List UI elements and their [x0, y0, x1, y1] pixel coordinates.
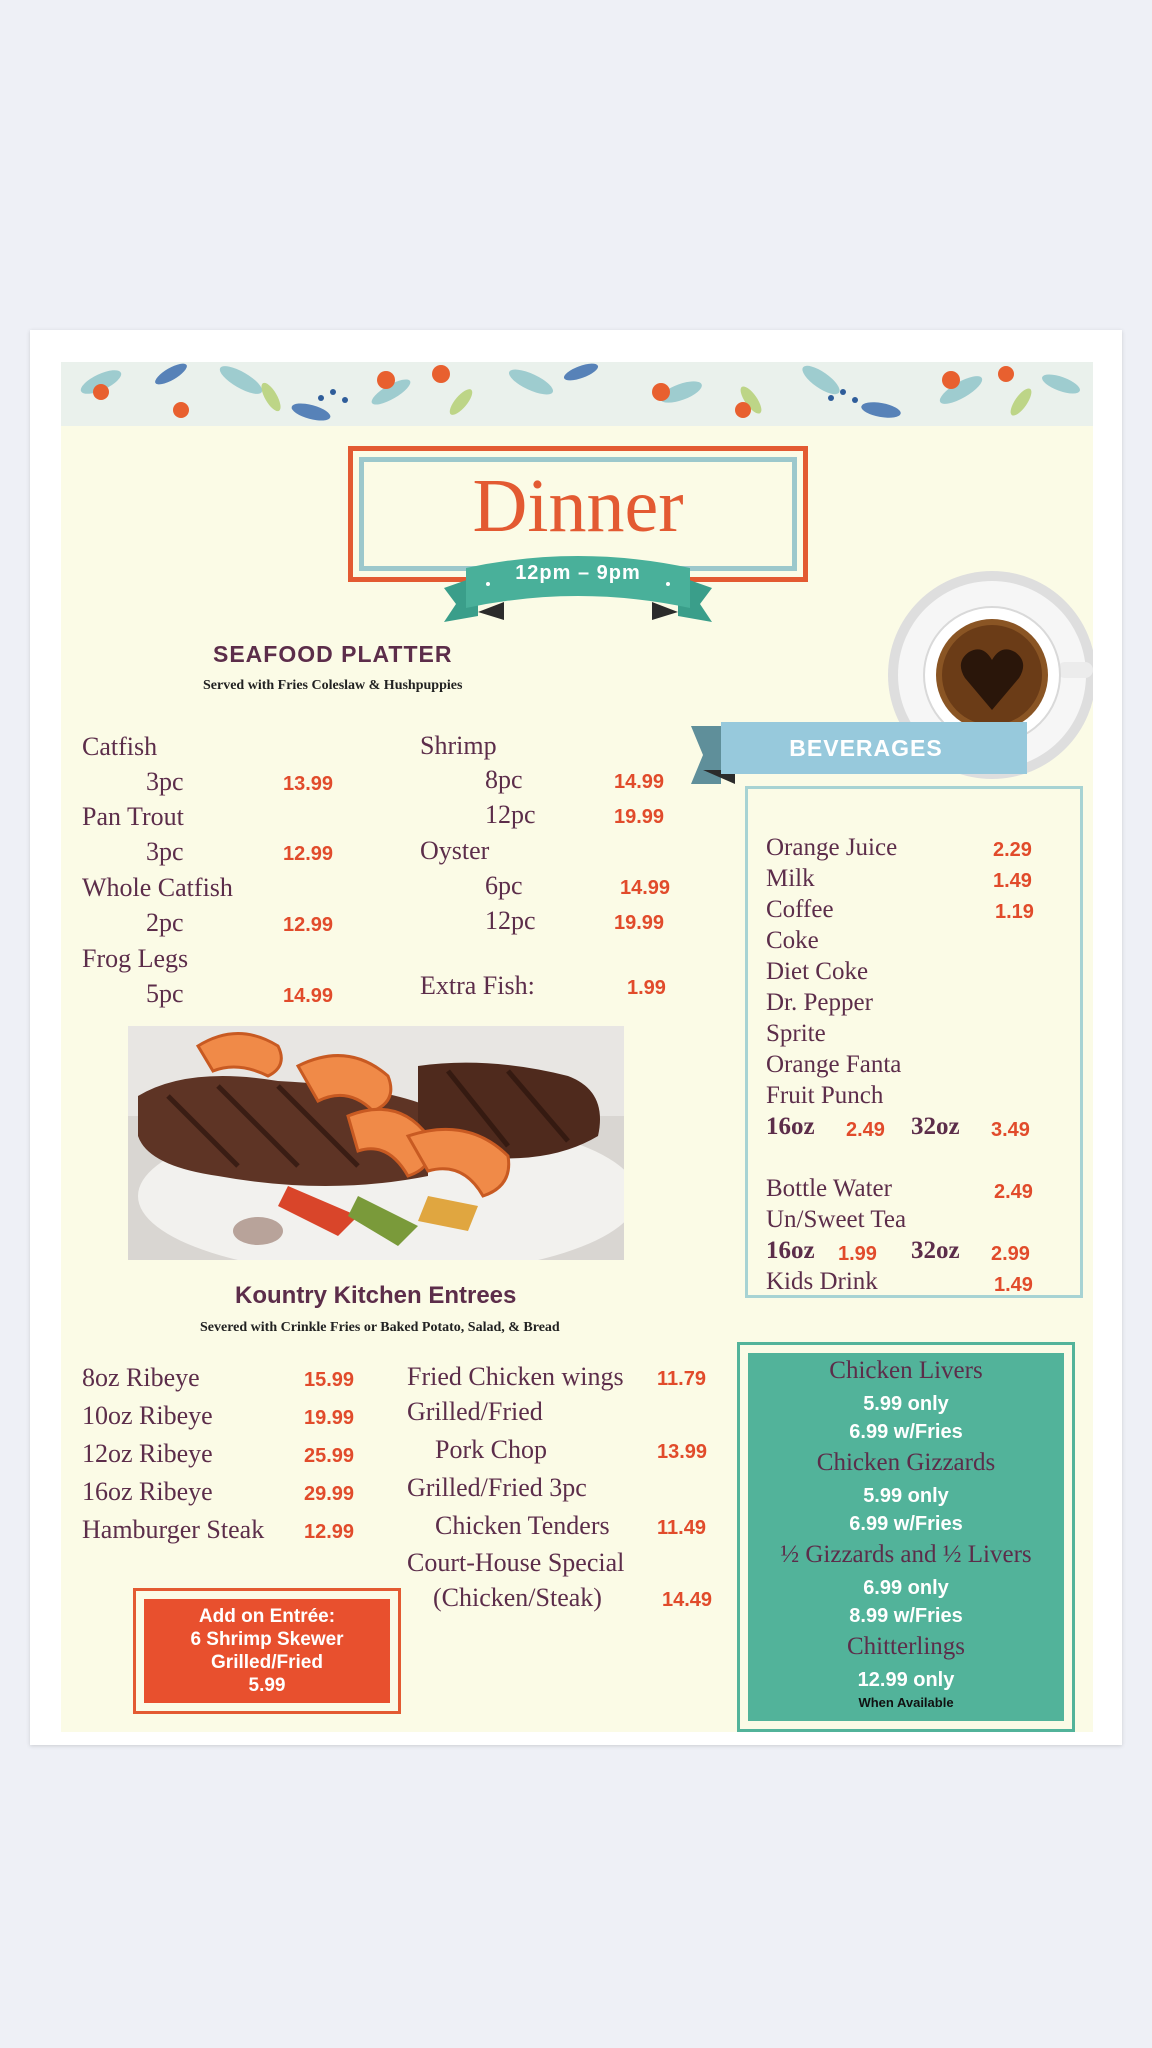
tea-32oz-price: 2.99	[991, 1243, 1030, 1265]
bottle-water-price: 2.49	[994, 1181, 1033, 1203]
frog-legs-portion: 5pc	[146, 979, 184, 1008]
soda-16oz-price: 2.49	[846, 1119, 885, 1141]
extra-fish-price: 1.99	[627, 977, 666, 999]
milk: Milk	[766, 865, 815, 892]
beverages-heading: BEVERAGES	[789, 735, 943, 761]
pan-trout-name: Pan Trout	[82, 802, 184, 831]
chitterlings-note: When Available	[858, 1695, 954, 1710]
steak-and-shrimp-photo	[128, 1026, 624, 1260]
shrimp-12pc: 12pc	[485, 800, 536, 829]
half-price-only: 6.99 only	[863, 1577, 949, 1599]
addon-line1: Add on Entrée:	[198, 1606, 336, 1627]
shrimp-12pc-price: 19.99	[614, 806, 665, 828]
addon-line2: 6 Shrimp Skewer	[190, 1629, 344, 1650]
chicken-gizzards: Chicken Gizzards	[816, 1449, 996, 1476]
ribeye-16oz-price: 29.99	[304, 1483, 355, 1505]
whole-catfish-portion: 2pc	[146, 908, 184, 937]
court-house-line2: (Chicken/Steak)	[433, 1583, 602, 1612]
kids-drink: Kids Drink	[766, 1268, 878, 1295]
court-house-line1: Court-House Special	[407, 1548, 625, 1577]
tenders-price: 11.49	[657, 1517, 706, 1539]
frog-legs-price: 14.99	[283, 985, 334, 1007]
tenders-line2: Chicken Tenders	[435, 1511, 610, 1540]
kids-drink-price: 1.49	[994, 1274, 1033, 1296]
sweet-tea: Un/Sweet Tea	[766, 1206, 907, 1233]
pan-trout-price: 12.99	[283, 843, 334, 865]
soda-coke: Coke	[766, 927, 819, 954]
orange-juice: Orange Juice	[766, 834, 898, 861]
shrimp-8pc: 8pc	[485, 765, 523, 794]
half-price-fries: 8.99 w/Fries	[849, 1605, 963, 1627]
hours-label: 12pm – 9pm	[515, 562, 641, 584]
oyster-6pc-price: 14.99	[620, 877, 671, 899]
soda-size-32oz: 32oz	[911, 1113, 960, 1140]
ribeye-8oz-price: 15.99	[304, 1369, 355, 1391]
kountry-subheading: Severed with Crinkle Fries or Baked Potato, Salad, & Bread	[200, 1320, 560, 1335]
chitterlings: Chitterlings	[846, 1633, 966, 1660]
tea-16oz-price: 1.99	[838, 1243, 877, 1265]
catfish-price: 13.99	[283, 773, 334, 795]
soda-diet-coke: Diet Coke	[766, 958, 869, 985]
hamburger-steak: Hamburger Steak	[82, 1515, 265, 1544]
shrimp-name: Shrimp	[420, 731, 497, 760]
soda-fruit-punch: Fruit Punch	[766, 1082, 884, 1109]
bottle-water: Bottle Water	[766, 1175, 892, 1202]
court-house-price: 14.49	[662, 1589, 713, 1611]
shrimp-8pc-price: 14.99	[614, 771, 665, 793]
chicken-livers: Chicken Livers	[829, 1357, 983, 1384]
whole-catfish-name: Whole Catfish	[82, 873, 233, 902]
extra-fish-label: Extra Fish:	[420, 971, 535, 1000]
soda-orange-fanta: Orange Fanta	[766, 1051, 902, 1078]
soda-sprite: Sprite	[766, 1020, 826, 1047]
chicken-gizzards-price-fries: 6.99 w/Fries	[849, 1513, 963, 1535]
menu-title: Dinner	[472, 464, 684, 548]
half-gizzards-livers: ½ Gizzards and ½ Livers	[780, 1541, 1032, 1568]
tea-size-32oz: 32oz	[911, 1237, 960, 1264]
soda-size-16oz: 16oz	[766, 1113, 815, 1140]
whole-catfish-price: 12.99	[283, 914, 334, 936]
oyster-12pc-price: 19.99	[614, 912, 665, 934]
specials-box	[737, 1342, 1075, 1732]
oyster-name: Oyster	[420, 836, 490, 865]
coffee: Coffee	[766, 896, 834, 923]
dinner-menu	[61, 362, 1093, 1732]
floral-border	[61, 362, 1093, 426]
ribeye-10oz-price: 19.99	[304, 1407, 355, 1429]
chicken-livers-price-fries: 6.99 w/Fries	[849, 1421, 963, 1443]
frog-legs-name: Frog Legs	[82, 944, 189, 973]
ribeye-8oz: 8oz Ribeye	[82, 1363, 200, 1392]
chicken-livers-price-only: 5.99 only	[863, 1393, 949, 1415]
chicken-gizzards-price-only: 5.99 only	[863, 1485, 949, 1507]
kountry-heading: Kountry Kitchen Entrees	[235, 1282, 517, 1309]
pan-trout-portion: 3pc	[146, 837, 184, 866]
ribeye-12oz-price: 25.99	[304, 1445, 355, 1467]
addon-box	[133, 1588, 401, 1714]
milk-price: 1.49	[993, 870, 1032, 892]
chicken-wings-price: 11.79	[657, 1368, 706, 1390]
pork-chop-price: 13.99	[657, 1441, 708, 1463]
seafood-heading: SEAFOOD PLATTER	[213, 641, 453, 667]
addon-line3: Grilled/Fried	[211, 1652, 323, 1673]
tenders-line1: Grilled/Fried 3pc	[407, 1473, 587, 1502]
ribeye-10oz: 10oz Ribeye	[82, 1401, 213, 1430]
addon-price: 5.99	[248, 1675, 286, 1696]
ribeye-12oz: 12oz Ribeye	[82, 1439, 213, 1468]
soda-dr-pepper: Dr. Pepper	[766, 989, 873, 1016]
ribeye-16oz: 16oz Ribeye	[82, 1477, 213, 1506]
hamburger-steak-price: 12.99	[304, 1521, 355, 1543]
chicken-wings: Fried Chicken wings	[407, 1362, 624, 1391]
chitterlings-price: 12.99 only	[857, 1669, 955, 1691]
coffee-price: 1.19	[995, 901, 1034, 923]
catfish-portion: 3pc	[146, 767, 184, 796]
tea-size-16oz: 16oz	[766, 1237, 815, 1264]
seafood-subheading: Served with Fries Coleslaw & Hushpuppies	[203, 678, 463, 693]
oyster-12pc: 12pc	[485, 906, 536, 935]
pork-chop-line2: Pork Chop	[435, 1435, 547, 1464]
pork-chop-line1: Grilled/Fried	[407, 1397, 543, 1426]
oyster-6pc: 6pc	[485, 871, 523, 900]
soda-32oz-price: 3.49	[991, 1119, 1030, 1141]
catfish-name: Catfish	[82, 732, 158, 761]
orange-juice-price: 2.29	[993, 839, 1032, 861]
